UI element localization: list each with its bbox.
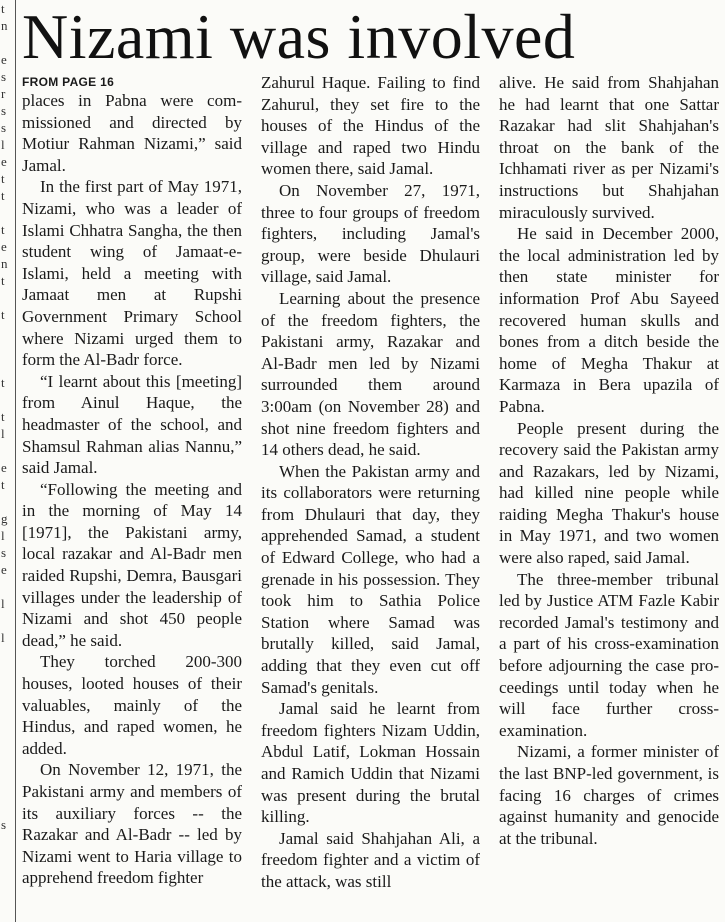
margin-fragment: l: [1, 596, 5, 611]
margin-fragment: s: [1, 103, 7, 118]
article-column-2: [261, 72, 480, 920]
paragraph: Nizami, a former minister of the last BNP-led government, is facing 16 charges of crimes against humanity and genocide at the tribunal.: [499, 742, 719, 848]
margin-fragment: l: [1, 137, 5, 152]
margin-fragment: [0, 357, 14, 374]
margin-fragment: [0, 646, 14, 663]
paragraph: Jamal said Shahjahan Ali, a freedom fighter and a victim of the attack, was still: [261, 828, 480, 891]
margin-fragment: e: [1, 562, 7, 577]
paragraph: Zahurul Haque. Failing to find Zahurul, they set fire to the houses of the Hindus of the village and raped two Hindu women there, said Jamal.: [261, 73, 480, 179]
margin-fragment: [0, 289, 14, 306]
margin-fragment: [0, 442, 14, 459]
margin-fragment: t: [1, 409, 5, 424]
margin-fragment: t: [1, 375, 5, 390]
column-rule: [15, 0, 16, 922]
margin-fragment: [0, 714, 14, 731]
jump-line: FROM PAGE 16: [22, 75, 115, 89]
margin-fragment: [0, 391, 14, 408]
margin-fragment: t: [1, 188, 5, 203]
paragraph: People present during the recovery said the Pakistan army and Razakars, led by Nizami, had killed nine people while raiding Megha Thakur's house in May 1971, and two women were also raped, said Jamal.: [499, 418, 719, 568]
paragraph: Learning about the presence of the freedom fighters, the Pakistani army, Razakar and Al-Badr men led by Nizami surrounded them around 3:00am (on November 28) and shot nine freedom fighters and 14 others dead, he said.: [261, 288, 480, 460]
margin-fragment: [0, 799, 14, 816]
margin-fragment: t: [1, 307, 5, 322]
margin-fragment: l: [1, 528, 5, 543]
margin-fragment: [0, 612, 14, 629]
paragraph: He said in December 2000, the local administration led by then state minister for information Prof Abu Sayeed recovered human skulls and bones from a ditch beside the home of Megha Thakur at Karmaza in Bera upazila of Pabna.: [499, 224, 719, 416]
margin-fragment: t: [1, 477, 5, 492]
paragraph: “Following the meeting and in the morning of May 14 [1971], the Pakistani army, local razakar and Al-Badr men raided Rupshi, Demra, Bausgari villages under the leadership of Nizami and shot 450 people dead,” he said.: [22, 479, 242, 650]
margin-fragment: s: [1, 545, 7, 560]
article-headline: Nizami was involved: [22, 1, 576, 72]
paragraph: “I learnt about this [meeting] from Ainul Haque, the headmaster of the school, and Shamsul Rahman alias Nannu,” said Jamal.: [22, 371, 242, 478]
margin-fragment: e: [1, 239, 7, 254]
margin-fragment: [0, 663, 14, 680]
paragraph: The three-member tribunal led by Justice ATM Fazle Kabir recorded Jamal's testimony and a part of his cross-examination before adjourning the case proceedings until today when he will face further cross-examination.: [499, 569, 719, 740]
margin-fragment: r: [1, 86, 6, 101]
margin-fragment: t: [1, 222, 5, 237]
paragraph: In the first part of May 1971, Nizami, who was a leader of Islami Chhatra Sangha, the then student wing of Jamaat-e-Islami, held a meeting with Jamaat men at Rupshi Government Primary School where Nizami urged them to form the Al-Badr force.: [22, 177, 242, 370]
margin-fragment: l: [1, 426, 5, 441]
margin-fragment: [0, 340, 14, 357]
margin-fragment: [0, 204, 14, 221]
paragraph: When the Pakistan army and its collaborators were returning from Dhulauri that day, they apprehended Samad, a student of Edward College, who had a grenade in his possession. They took him to Sathia Police Station where Samad was brutally killed, said Jamal, adding that they even cut off Samad's genitals.: [261, 461, 480, 697]
margin-fragment: t: [1, 1, 5, 16]
paragraph: Jamal said he learnt from freedom fighters Nizam Uddin, Abdul Latif, Lokman Hossain and Ramich Uddin that Nizami was present during the brutal killing.: [261, 699, 480, 827]
margin-fragment: t: [1, 273, 5, 288]
margin-fragment: [0, 34, 14, 51]
paragraph: On November 12, 1971, the Pakistani army and members of its auxiliary forces -- the Razakar and Al-Badr -- led by Nizami went to Haria village to apprehend freedom fighter: [22, 760, 242, 888]
paragraph: alive. He said from Shahjahan he had learnt that one Sattar Razakar had slit Shahjahan's throat on the bank of the Ichhamati river as per Nizami's instructions but Shahjahan miraculously survived.: [499, 73, 719, 222]
paragraph: On November 27, 1971, three to four groups of freedom fighters, including Jamal's group, were beside Dhulauri village, said Jamal.: [261, 180, 480, 287]
article-column-3: [499, 72, 719, 920]
margin-fragment: [0, 731, 14, 748]
paragraph: places in Pabna were commissioned and directed by Motiur Rahman Nizami,” said Jamal.: [22, 91, 242, 175]
margin-fragment: s: [1, 120, 7, 135]
margin-fragment: s: [1, 817, 7, 832]
margin-fragment: g: [1, 511, 8, 526]
margin-fragment: [0, 782, 14, 799]
margin-fragment: e: [1, 460, 7, 475]
margin-fragment: t: [1, 171, 5, 186]
adjacent-column-edge: [0, 0, 14, 922]
margin-fragment: n: [1, 256, 8, 271]
margin-fragment: [0, 697, 14, 714]
margin-fragment: e: [1, 154, 7, 169]
margin-fragment: [0, 578, 14, 595]
margin-fragment: s: [1, 69, 7, 84]
paragraph: They torched 200-300 houses, looted houses of their valuables, mainly of the Hindus, and raped women, he added.: [22, 652, 242, 758]
margin-fragment: l: [1, 630, 5, 645]
margin-fragment: n: [1, 18, 8, 33]
article-column-1: [22, 72, 242, 920]
margin-fragment: [0, 680, 14, 697]
margin-fragment: [0, 765, 14, 782]
margin-fragment: e: [1, 52, 7, 67]
margin-fragment: [0, 748, 14, 765]
margin-fragment: [0, 493, 14, 510]
margin-fragment: [0, 323, 14, 340]
